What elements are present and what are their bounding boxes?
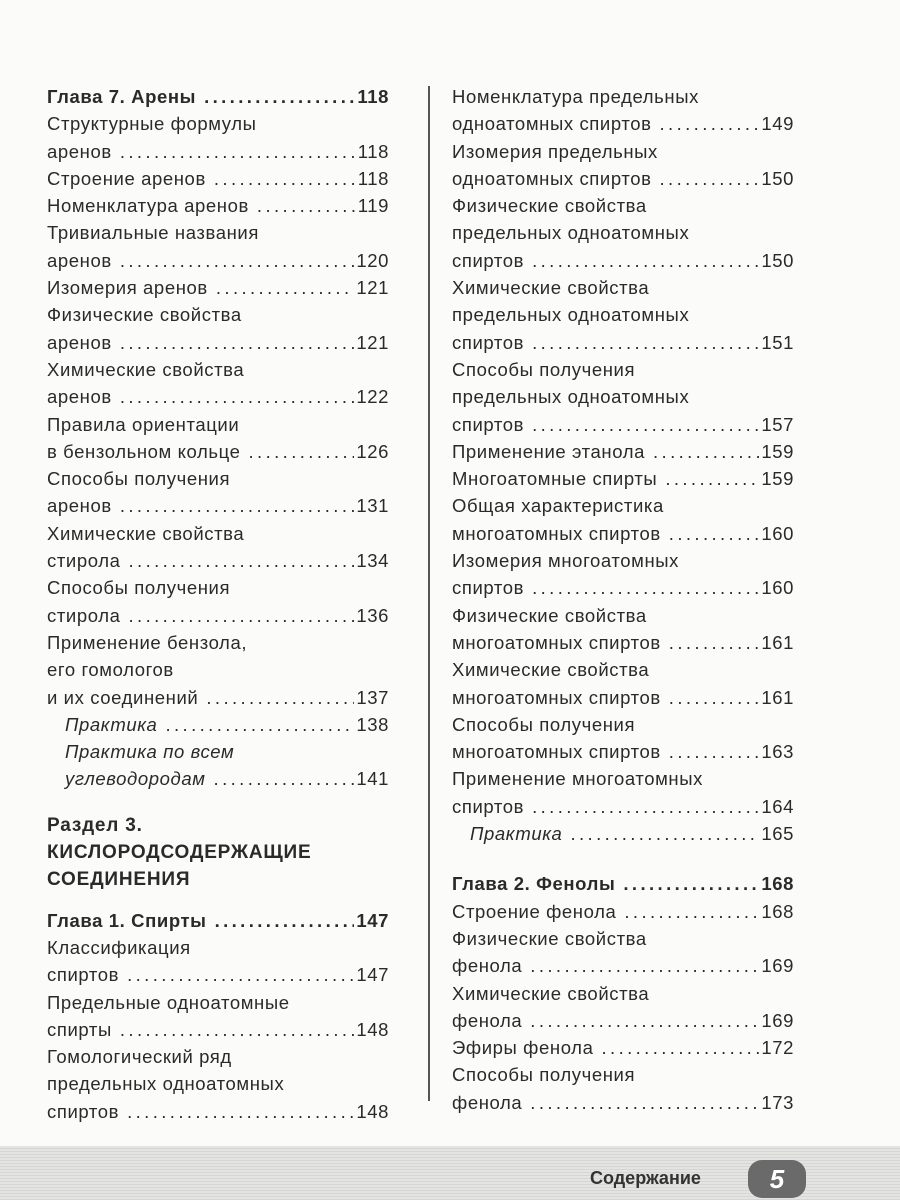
toc-entry-label: Способы получения	[47, 468, 231, 490]
toc-entry[interactable]	[452, 465, 794, 492]
toc-line	[452, 356, 794, 383]
toc-line	[452, 684, 794, 711]
toc-entry-label: фенола	[452, 955, 523, 977]
toc-entry[interactable]	[47, 738, 389, 793]
toc-left-column	[47, 83, 389, 1125]
toc-line	[47, 629, 389, 656]
toc-entry-label: Изомерия многоатомных	[452, 550, 680, 572]
toc-line	[452, 820, 794, 847]
toc-entry-label: его гомологов	[47, 659, 174, 681]
dot-leader	[165, 711, 354, 738]
toc-entry-label: аренов	[47, 140, 112, 162]
toc-line	[452, 165, 794, 192]
toc-entry-label: Изомерия аренов	[47, 277, 208, 299]
toc-page-number: 169	[761, 1009, 794, 1031]
dot-leader	[669, 520, 760, 547]
dot-leader	[120, 492, 355, 519]
toc-entry-label: многоатомных спиртов	[452, 686, 661, 708]
toc-entry-label: Многоатомные спирты	[452, 468, 658, 490]
toc-entry-label: Строение фенола	[452, 900, 617, 922]
toc-entry[interactable]	[452, 438, 794, 465]
toc-page-number: 151	[761, 331, 794, 353]
toc-line	[47, 547, 389, 574]
toc-line	[47, 1043, 389, 1070]
dot-leader	[601, 1034, 759, 1061]
dot-leader	[120, 138, 356, 165]
toc-entry-label: одноатомных спиртов	[452, 113, 652, 135]
toc-entry-label: Способы получения	[452, 713, 636, 735]
toc-page-number: 168	[761, 900, 794, 922]
toc-entry-label: предельных одноатомных	[452, 222, 690, 244]
toc-entry[interactable]	[47, 520, 389, 575]
toc-entry[interactable]	[452, 820, 794, 847]
toc-line	[47, 301, 389, 328]
toc-line	[452, 110, 794, 137]
toc-entry-label: одноатомных спиртов	[452, 167, 652, 189]
toc-entry-label: Структурные формулы	[47, 113, 257, 135]
toc-entry[interactable]	[452, 138, 794, 193]
toc-line	[47, 765, 389, 792]
toc-entry-label: КИСЛОРОДСОДЕРЖАЩИЕ	[47, 842, 312, 864]
toc-entry-label: Применение бензола,	[47, 631, 248, 653]
chapter-entry[interactable]	[47, 907, 389, 934]
toc-line	[47, 1070, 389, 1097]
toc-line	[452, 83, 794, 110]
toc-page-number: 120	[356, 249, 389, 271]
dot-leader	[530, 1089, 759, 1116]
toc-line	[47, 907, 389, 934]
toc-entry[interactable]	[452, 898, 794, 925]
toc-entry-label: Способы получения	[47, 577, 231, 599]
toc-entry-label: аренов	[47, 331, 112, 353]
dot-leader	[570, 820, 759, 847]
toc-entry-label: Физические свойства	[452, 927, 647, 949]
toc-entry-label: Глава 2. Фенолы	[452, 873, 616, 895]
toc-entry[interactable]	[452, 711, 794, 766]
toc-line	[47, 192, 389, 219]
chapter-entry[interactable]	[47, 83, 389, 110]
toc-entry-label: Эфиры фенола	[452, 1037, 594, 1059]
toc-entry[interactable]	[452, 602, 794, 657]
toc-entry[interactable]	[452, 656, 794, 711]
toc-line	[452, 793, 794, 820]
toc-entry[interactable]	[47, 192, 389, 219]
toc-line	[47, 411, 389, 438]
toc-line	[47, 438, 389, 465]
toc-entry-label: Изомерия предельных	[452, 140, 658, 162]
toc-line	[452, 980, 794, 1007]
toc-entry-label: аренов	[47, 495, 112, 517]
toc-entry[interactable]	[47, 465, 389, 520]
toc-entry[interactable]	[47, 989, 389, 1044]
toc-entry-label: спиртов	[452, 249, 525, 271]
toc-entry-label: Правила ориентации	[47, 413, 240, 435]
toc-page-number: 121	[356, 277, 389, 299]
toc-line	[452, 711, 794, 738]
toc-entry-label: Тривиальные названия	[47, 222, 259, 244]
toc-line	[452, 738, 794, 765]
toc-page-number: 141	[356, 768, 389, 790]
toc-entry-label: Гомологический ряд	[47, 1046, 232, 1068]
toc-entry-label: Химические свойства	[47, 522, 245, 544]
toc-entry-label: Глава 1. Спирты	[47, 909, 207, 931]
toc-entry-label: спиртов	[452, 795, 525, 817]
toc-page-number: 138	[356, 713, 389, 735]
toc-line	[47, 110, 389, 137]
toc-entry[interactable]	[452, 192, 794, 274]
toc-page-number: 163	[761, 741, 794, 763]
toc-entry[interactable]	[452, 925, 794, 980]
toc-line	[47, 1098, 389, 1125]
toc-page-number: 118	[357, 167, 389, 189]
toc-page-number: 149	[761, 113, 794, 135]
toc-line	[47, 574, 389, 601]
toc-page-number: 150	[761, 249, 794, 271]
toc-entry-label: Физические свойства	[47, 304, 242, 326]
toc-page-number: 131	[356, 495, 389, 517]
dot-leader	[120, 329, 355, 356]
toc-entry-label: СОЕДИНЕНИЯ	[47, 869, 191, 891]
toc-page-number: 126	[356, 440, 389, 462]
toc-page-number: 147	[356, 909, 389, 931]
toc-page-number: 148	[356, 1100, 389, 1122]
toc-line	[47, 274, 389, 301]
footer-section-title: Содержание	[590, 1168, 701, 1188]
toc-page-number: 172	[761, 1037, 794, 1059]
dot-leader	[530, 1007, 759, 1034]
toc-line	[452, 520, 794, 547]
dot-leader	[120, 383, 355, 410]
toc-entry-label: Физические свойства	[452, 604, 647, 626]
toc-page-number: 173	[761, 1091, 794, 1113]
toc-line	[452, 219, 794, 246]
toc-page-number: 159	[761, 468, 794, 490]
toc-line	[452, 629, 794, 656]
toc-entry-label: фенола	[452, 1009, 523, 1031]
toc-line	[452, 547, 794, 574]
dot-leader	[532, 247, 759, 274]
toc-entry-label: Физические свойства	[452, 195, 647, 217]
toc-entry[interactable]	[452, 765, 794, 820]
toc-entry[interactable]	[47, 165, 389, 192]
toc-line	[47, 465, 389, 492]
toc-entry-label: спиртов	[452, 413, 525, 435]
toc-page-number: 159	[761, 440, 794, 462]
toc-entry-label: спиртов	[452, 331, 525, 353]
column-divider	[428, 86, 430, 1101]
toc-line	[47, 602, 389, 629]
dot-leader	[669, 684, 760, 711]
toc-entry-label: Практика	[470, 823, 563, 845]
toc-line	[452, 898, 794, 925]
toc-entry-label: Химические свойства	[47, 358, 245, 380]
toc-entry[interactable]	[47, 301, 389, 356]
toc-page-number: 161	[761, 631, 794, 653]
toc-entry-label: многоатомных спиртов	[452, 741, 661, 763]
dot-leader	[129, 602, 355, 629]
toc-entry[interactable]	[452, 980, 794, 1035]
toc-line	[47, 383, 389, 410]
toc-entry[interactable]	[47, 574, 389, 629]
dot-leader	[214, 165, 356, 192]
toc-entry-label: предельных одноатомных	[47, 1073, 285, 1095]
toc-line	[47, 1016, 389, 1043]
dot-leader	[204, 83, 355, 110]
toc-entry-label: предельных одноатомных	[452, 304, 690, 326]
toc-line	[452, 301, 794, 328]
toc-entry-label: аренов	[47, 249, 112, 271]
toc-entry-label: фенола	[452, 1091, 523, 1113]
toc-page-number: 165	[761, 823, 794, 845]
toc-line	[452, 870, 794, 897]
toc-page-number: 150	[761, 167, 794, 189]
toc-line	[47, 656, 389, 683]
dot-leader	[532, 329, 759, 356]
toc-line	[47, 812, 389, 839]
toc-line	[452, 274, 794, 301]
toc-entry-label: спиртов	[452, 577, 525, 599]
toc-line	[452, 1061, 794, 1088]
toc-entry-label: углеводородам	[65, 768, 206, 790]
toc-line	[452, 383, 794, 410]
toc-entry[interactable]	[47, 274, 389, 301]
toc-entry-label: Химические свойства	[452, 277, 650, 299]
toc-page-number: 148	[356, 1018, 389, 1040]
toc-line	[452, 138, 794, 165]
toc-entry-label: Химические свойства	[452, 982, 650, 1004]
toc-entry[interactable]	[47, 1043, 389, 1125]
toc-line	[47, 219, 389, 246]
toc-line	[47, 520, 389, 547]
page-number-badge: 5	[748, 1160, 806, 1198]
toc-entry[interactable]	[452, 83, 794, 138]
toc-entry-label: Номенклатура предельных	[452, 86, 699, 107]
chapter-entry[interactable]	[452, 870, 794, 897]
dot-leader	[257, 192, 356, 219]
toc-entry[interactable]	[47, 934, 389, 989]
toc-entry-label: Способы получения	[452, 358, 636, 380]
toc-entry[interactable]	[452, 356, 794, 438]
dot-leader	[127, 961, 354, 988]
toc-line	[47, 866, 389, 893]
toc-entry-label: Раздел 3.	[47, 814, 143, 836]
toc-entry-label: Химические свойства	[452, 659, 650, 681]
dot-leader	[127, 1098, 354, 1125]
toc-line	[47, 684, 389, 711]
toc-page-number: 164	[761, 795, 794, 817]
toc-line	[47, 711, 389, 738]
toc-page-number: 136	[356, 604, 389, 626]
toc-entry[interactable]	[47, 219, 389, 274]
dot-leader	[669, 738, 760, 765]
toc-line	[452, 952, 794, 979]
toc-line	[47, 247, 389, 274]
dot-leader	[249, 438, 355, 465]
dot-leader	[532, 574, 759, 601]
toc-entry-label: многоатомных спиртов	[452, 631, 661, 653]
toc-line	[452, 656, 794, 683]
dot-leader	[120, 1016, 354, 1043]
toc-line	[47, 138, 389, 165]
toc-page-number: 122	[356, 386, 389, 408]
toc-entry-label: многоатомных спиртов	[452, 522, 661, 544]
toc-line	[47, 329, 389, 356]
toc-page-number: 160	[761, 522, 794, 544]
toc-entry-label: Способы получения	[452, 1064, 636, 1086]
dot-leader	[206, 684, 354, 711]
dot-leader	[532, 793, 759, 820]
dot-leader	[532, 411, 759, 438]
toc-entry[interactable]	[452, 274, 794, 356]
toc-entry[interactable]	[47, 411, 389, 466]
toc-page-number: 157	[761, 413, 794, 435]
dot-leader	[215, 907, 355, 934]
toc-entry[interactable]	[47, 711, 389, 738]
toc-page-number: 118	[357, 140, 389, 162]
dot-leader	[665, 465, 759, 492]
toc-entry-label: Применение этанола	[452, 440, 645, 462]
toc-entry-label: спиртов	[47, 964, 120, 986]
toc-line	[47, 989, 389, 1016]
toc-entry-label: Строение аренов	[47, 167, 206, 189]
toc-line	[452, 492, 794, 519]
dot-leader	[129, 547, 355, 574]
section-heading[interactable]	[47, 812, 389, 894]
toc-entry[interactable]	[47, 356, 389, 411]
toc-entry-label: Глава 7. Арены	[47, 86, 197, 107]
toc-line	[47, 165, 389, 192]
toc-line	[47, 492, 389, 519]
dot-leader	[214, 765, 355, 792]
toc-entry-label: в бензольном кольце	[47, 440, 241, 462]
toc-line	[452, 574, 794, 601]
toc-page-number: 119	[357, 195, 389, 217]
toc-line	[47, 839, 389, 866]
toc-line	[47, 934, 389, 961]
toc-line	[452, 765, 794, 792]
toc-page-number: 169	[761, 955, 794, 977]
toc-entry-label: Практика	[65, 713, 158, 735]
toc-entry-label: Классификация	[47, 936, 191, 958]
dot-leader	[530, 952, 759, 979]
toc-line	[452, 247, 794, 274]
toc-line	[47, 961, 389, 988]
toc-entry-label: стирола	[47, 550, 121, 572]
toc-entry-label: и их соединений	[47, 686, 199, 708]
toc-page-number: 137	[356, 686, 389, 708]
dot-leader	[623, 870, 759, 897]
toc-entry[interactable]	[452, 1034, 794, 1061]
toc-page-number: 121	[356, 331, 389, 353]
toc-page-number: 160	[761, 577, 794, 599]
toc-entry-label: Предельные одноатомные	[47, 991, 290, 1013]
toc-line	[452, 1089, 794, 1116]
toc-entry[interactable]	[452, 1061, 794, 1116]
toc-line	[452, 1034, 794, 1061]
dot-leader	[660, 110, 760, 137]
toc-page-number: 147	[356, 964, 389, 986]
dot-leader	[120, 247, 355, 274]
toc-entry-label: Применение многоатомных	[452, 768, 703, 790]
toc-entry-label: предельных одноатомных	[452, 386, 690, 408]
toc-line	[452, 925, 794, 952]
toc-line	[452, 438, 794, 465]
toc-line	[452, 411, 794, 438]
toc-entry[interactable]	[452, 492, 794, 547]
toc-page-number: 168	[761, 873, 794, 895]
dot-leader	[669, 629, 760, 656]
toc-entry[interactable]	[452, 547, 794, 602]
dot-leader	[216, 274, 354, 301]
toc-line	[452, 329, 794, 356]
dot-leader	[624, 898, 759, 925]
toc-entry-label: аренов	[47, 386, 112, 408]
dot-leader	[653, 438, 759, 465]
toc-entry-label: спирты	[47, 1018, 112, 1040]
toc-entry-label: Общая характеристика	[452, 495, 664, 517]
toc-page-number: 118	[357, 86, 389, 107]
toc-line	[452, 192, 794, 219]
toc-entry-label: стирола	[47, 604, 121, 626]
toc-right-column	[452, 83, 794, 1116]
toc-entry[interactable]	[47, 629, 389, 711]
toc-entry-label: Практика по всем	[65, 741, 235, 763]
toc-page-number: 134	[356, 550, 389, 572]
toc-entry[interactable]	[47, 110, 389, 165]
toc-line	[452, 602, 794, 629]
dot-leader	[660, 165, 760, 192]
toc-entry-label: Номенклатура аренов	[47, 195, 249, 217]
toc-line	[452, 1007, 794, 1034]
toc-entry-label: спиртов	[47, 1100, 120, 1122]
toc-line	[47, 738, 389, 765]
toc-line	[47, 83, 389, 110]
toc-line	[47, 356, 389, 383]
toc-line	[452, 465, 794, 492]
toc-page-number: 161	[761, 686, 794, 708]
